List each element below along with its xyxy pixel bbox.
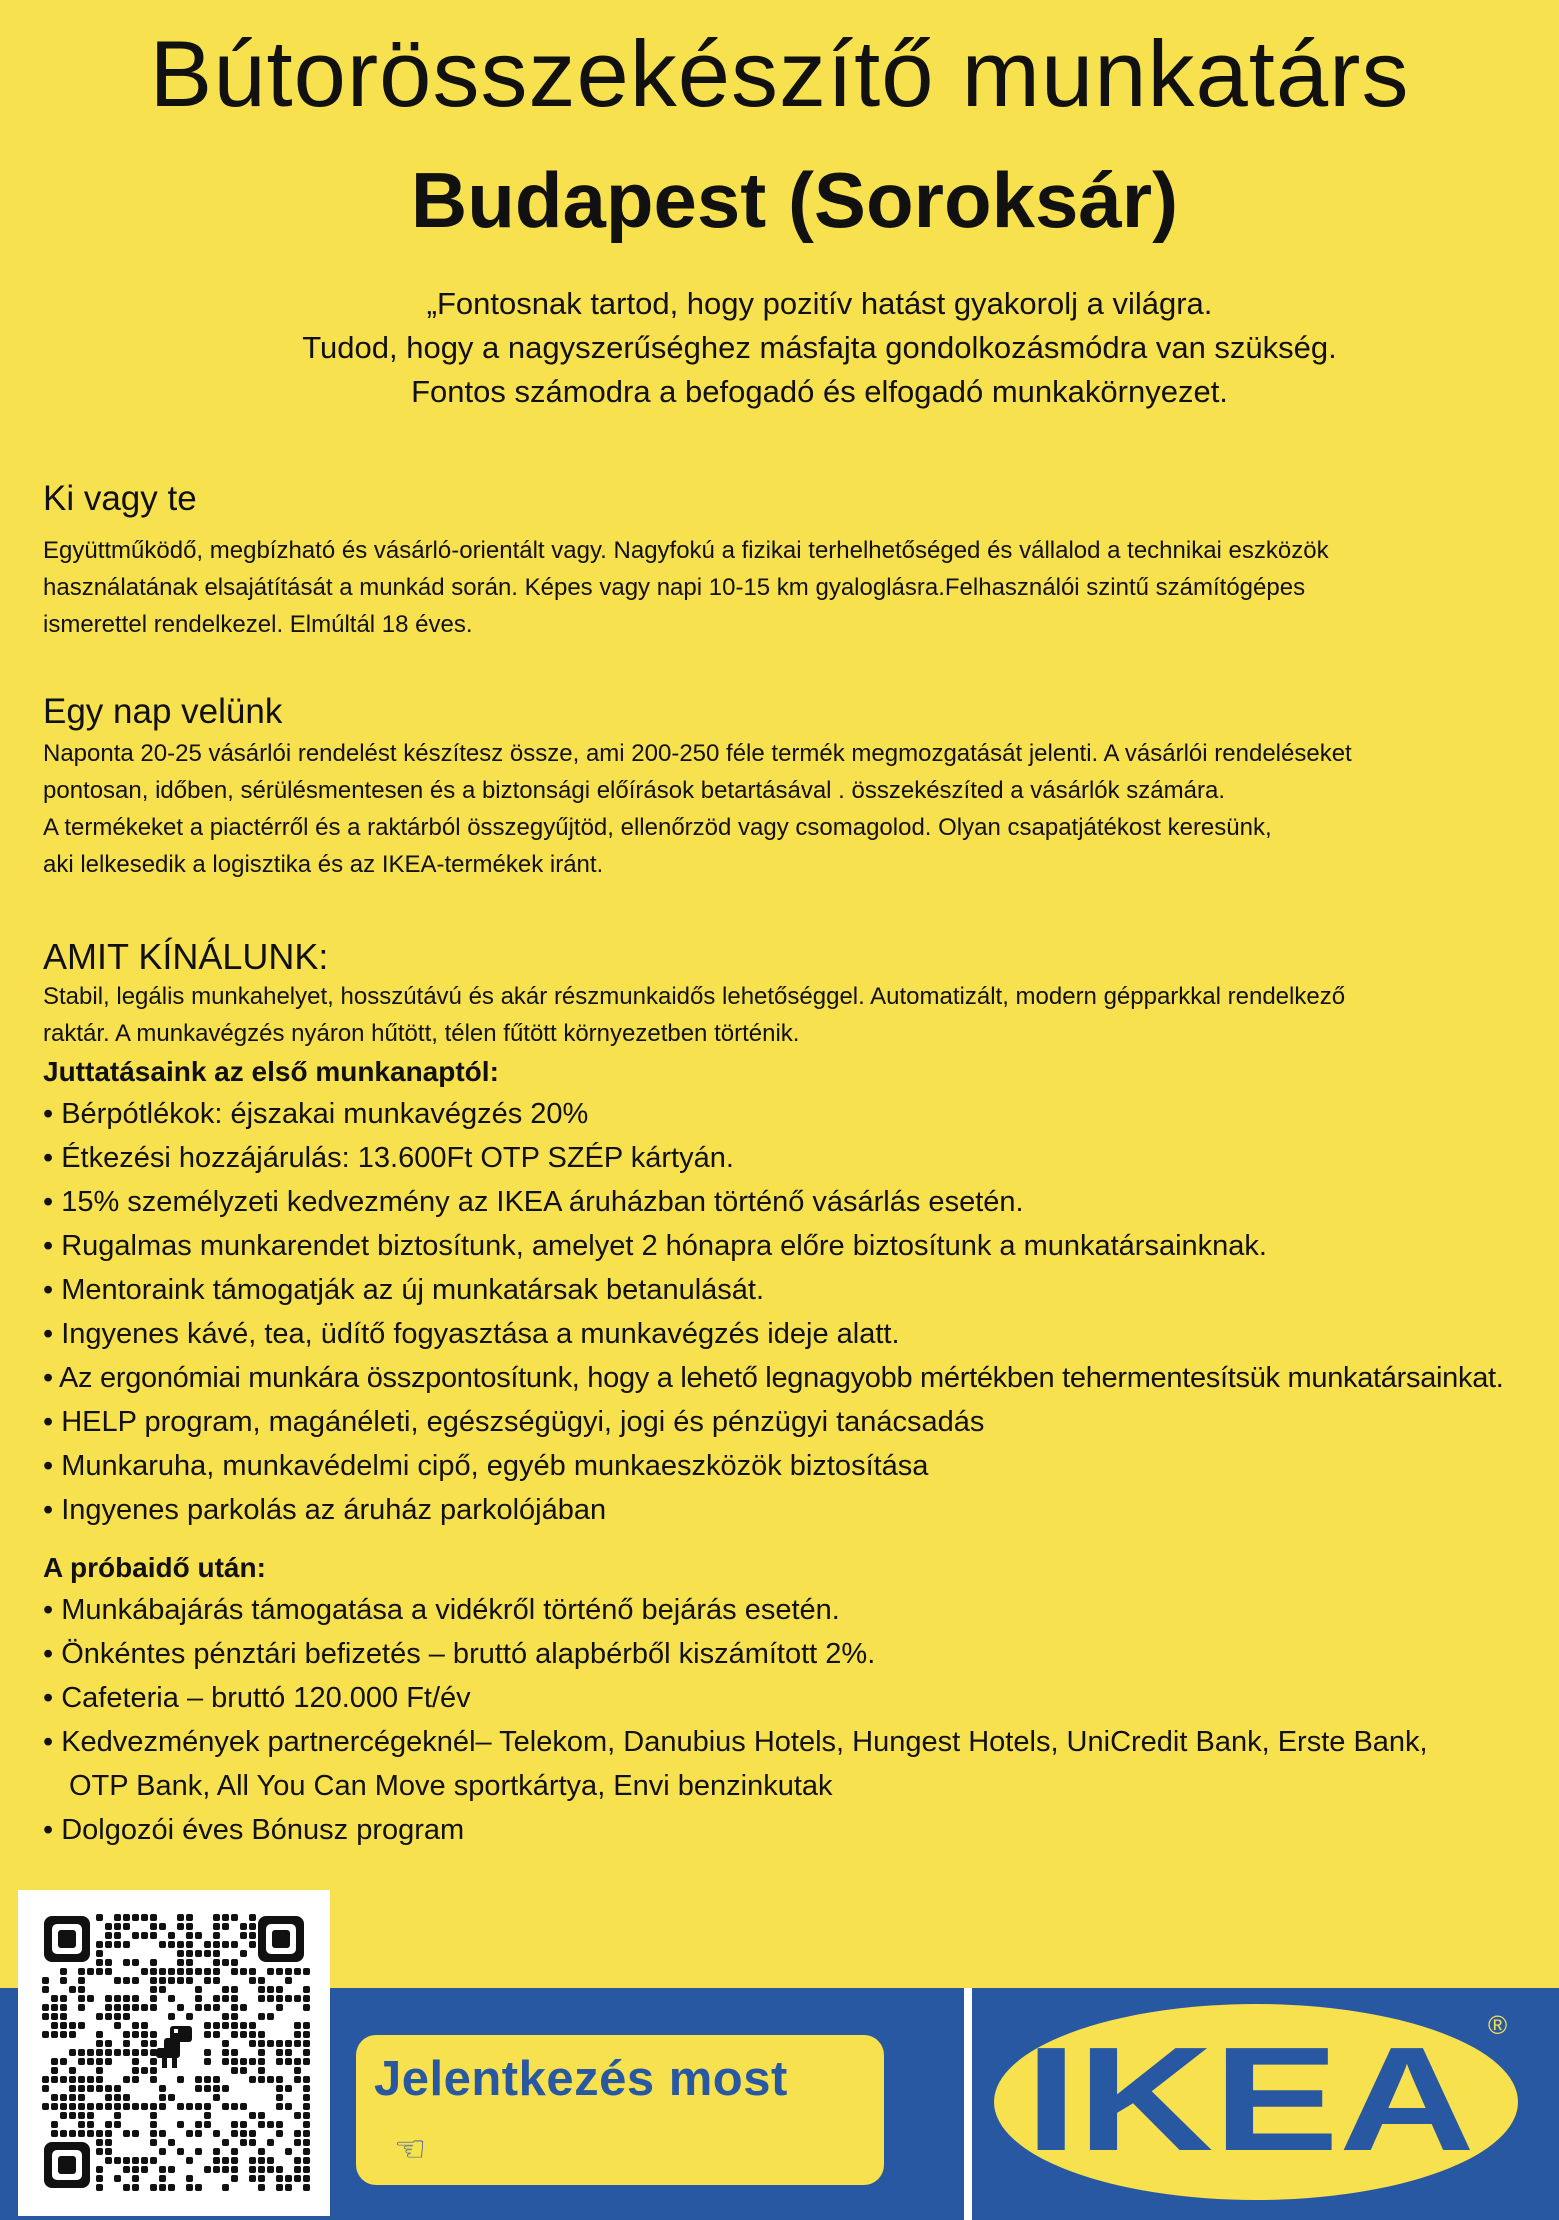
ikea-logo <box>980 1992 1552 2216</box>
list-item: • Bérpótlékok: éjszakai munkavégzés 20% <box>43 1098 589 1131</box>
list-item: • Munkaruha, munkavédelmi cipő, egyéb munkaeszközök biztosítása <box>43 1450 929 1483</box>
pointing-hand-icon: ☜ <box>394 2128 427 2169</box>
qr-code-icon <box>38 1910 310 2196</box>
benefits-list <box>43 1092 1553 1532</box>
list-item: • Mentoraink támogatják az új munkatársak betanulását. <box>43 1274 765 1307</box>
qr-code[interactable] <box>18 1890 330 2216</box>
content <box>43 478 1553 1852</box>
list-item: • 15% személyzeti kedvezmény az IKEA áruházban történő vásárlás esetén. <box>43 1186 1024 1219</box>
offer-line: raktár. A munkavégzés nyáron hűtött, télen fűtött környezetben történik. <box>43 1020 800 1048</box>
trial-list <box>43 1588 1553 1852</box>
who-line: Együttműködő, megbízható és vásárló-orientált vagy. Nagyfokú a fizikai terhelhetőséged és vállalod a technikai eszközök <box>43 537 1329 564</box>
apply-now-label: Jelentkezés most <box>374 2052 788 2106</box>
list-item: • Dolgozói éves Bónusz program <box>43 1814 465 1847</box>
benefits-heading: Juttatásaink az első munkanaptól: <box>43 1056 499 1088</box>
offer-line: Stabil, legális munkahelyet, hosszútávú és akár részmunkaidős lehetőséggel. Automatizált, modern gépparkkal rendelkező <box>43 983 1346 1011</box>
list-item: • Munkábajárás támogatása a vidékről történő bejárás esetén. <box>43 1594 840 1627</box>
list-item: • Étkezési hozzájárulás: 13.600Ft OTP SZÉP kártyán. <box>43 1142 734 1175</box>
list-item: • Cafeteria – bruttó 120.000 Ft/év <box>43 1682 471 1715</box>
list-item: • Ingyenes kávé, tea, üdítő fogyasztása a munkavégzés ideje alatt. <box>43 1318 900 1351</box>
section-heading-who: Ki vagy te <box>43 479 197 518</box>
footer-divider <box>964 1988 972 2220</box>
list-item: • Az ergonómiai munkára összpontosítunk, hogy a lehető legnagyobb mértékben tehermentesítsük munkatársainkat. <box>43 1362 1504 1395</box>
who-line: ismerettel rendelkezel. Elmúltál 18 éves. <box>43 611 473 638</box>
list-item: • HELP program, magánéleti, egészségügyi, jogi és pénzügyi tanácsadás <box>43 1406 985 1439</box>
section-heading-day: Egy nap velünk <box>43 692 283 731</box>
list-item: • Önkéntes pénztári befizetés – bruttó alapbérből kiszámított 2%. <box>43 1638 876 1671</box>
intro-line: „Fontosnak tartod, hogy pozitív hatást gyakorolj a világra. <box>426 286 1213 321</box>
intro-line: Fontos számodra a befogadó és elfogadó munkakörnyezet. <box>411 374 1228 409</box>
intro-line: Tudod, hogy a nagyszerűséghez másfajta gondolkozásmódra van szükség. <box>302 330 1337 365</box>
day-line: A termékeket a piactérről és a raktárból összegyűjtöd, ellenőrzöd vagy csomagolod. Olyan csapatjátékost keresünk, <box>43 814 1272 841</box>
section-heading-offer: AMIT KÍNÁLUNK: <box>43 936 329 977</box>
list-item: • Rugalmas munkarendet biztosítunk, amelyet 2 hónapra előre biztosítunk a munkatársainknak. <box>43 1230 1267 1263</box>
logo-text: IKEA <box>1025 2017 1475 2182</box>
list-item: OTP Bank, All You Can Move sportkártya, Envi benzinkutak <box>69 1770 833 1803</box>
trial-heading: A próbaidő után: <box>43 1552 266 1584</box>
list-item: • Kedvezmények partnercégeknél– Telekom, Danubius Hotels, Hungest Hotels, UniCredit Bank, Erste Bank, <box>43 1726 1428 1759</box>
day-line: pontosan, időben, sérülésmentesen és a biztonsági előírások betartásával . összekészíted a vásárlók számára. <box>43 777 1225 804</box>
who-line: használatának elsajátítását a munkád során. Képes vagy napi 10-15 km gyaloglásra.Felhasználói szintű számítógépes <box>43 574 1306 601</box>
list-item: • Ingyenes parkolás az áruház parkolójában <box>43 1494 607 1527</box>
apply-now-button[interactable] <box>356 2035 884 2185</box>
job-location: Budapest (Soroksár) <box>410 156 1179 244</box>
registered-mark: ® <box>1488 2010 1508 2040</box>
day-line: Naponta 20-25 vásárlói rendelést készítesz össze, ami 200-250 féle termék megmozgatását jelenti. A vásárlói rendeléseket <box>43 740 1352 767</box>
job-title: Bútorösszekészítő munkatárs <box>149 21 1410 126</box>
intro-quote <box>0 282 1559 414</box>
day-line: aki lelkesedik a logisztika és az IKEA-termékek iránt. <box>43 851 604 878</box>
